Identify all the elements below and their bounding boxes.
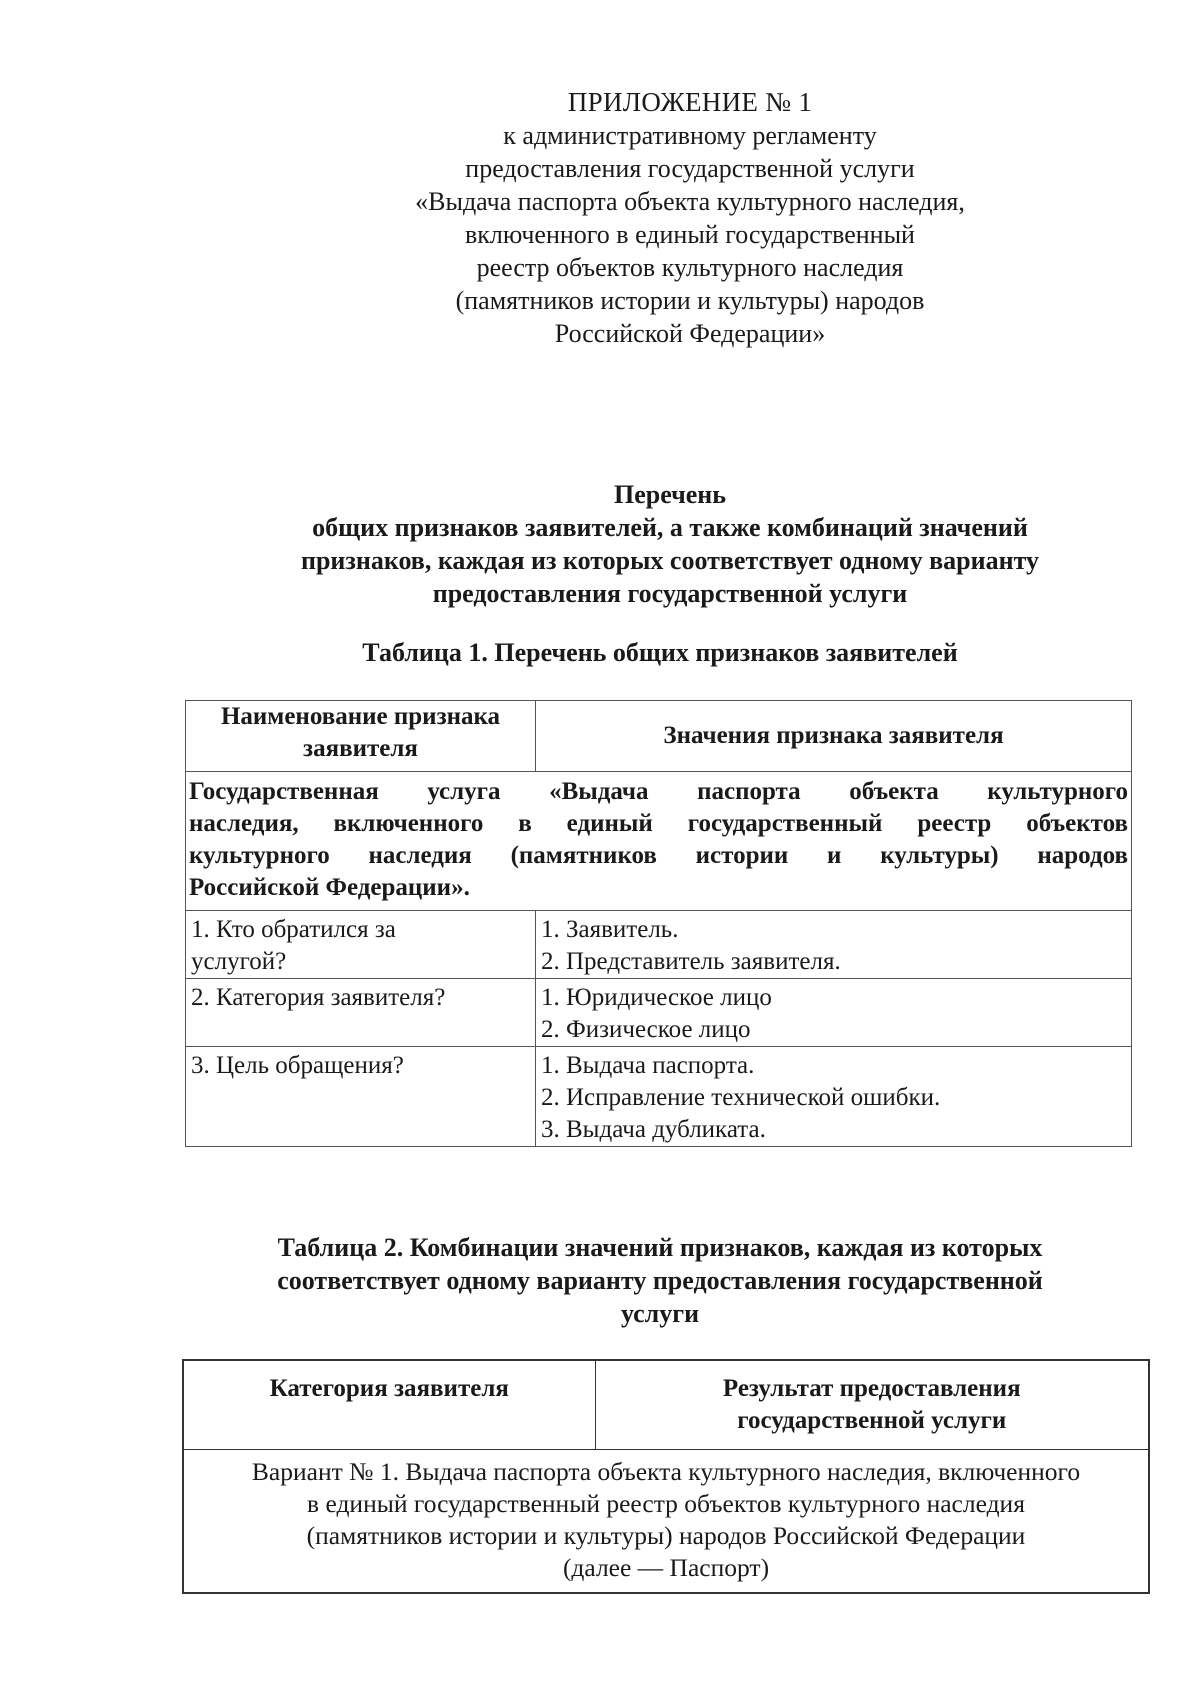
table-header-row	[183, 1360, 1149, 1450]
header-text: Результат предоставления	[722, 1375, 1021, 1402]
value-item: 2. Физическое лицо	[541, 1016, 751, 1043]
appendix-line: предоставления государственной услуги	[465, 154, 915, 183]
appendix-line: к административному регламенту	[503, 121, 877, 150]
service-name-line: Российской Федерации».	[189, 874, 470, 901]
attribute-question	[186, 979, 536, 1047]
table2-caption-line: Таблица 2. Комбинации значений признаков, каждая из которых	[277, 1233, 1043, 1262]
variant-line: (памятников истории и культуры) народов Российской Федерации	[306, 1521, 1026, 1550]
table2-caption-line: соответствует одному варианту предоставления государственной	[277, 1266, 1043, 1295]
service-name-line: наследия, включенного в единый государственный реестр объектов	[189, 810, 1128, 837]
appendix-line: «Выдача паспорта объекта культурного наследия,	[415, 187, 965, 216]
question-text: услугой?	[191, 948, 287, 975]
header-applicant-category	[183, 1360, 595, 1450]
heading-line: признаков, каждая из которых соответствует одному варианту	[300, 546, 1040, 575]
variant-line: (далее — Паспорт)	[562, 1553, 770, 1582]
header-service-result	[595, 1360, 1149, 1450]
question-text: 1. Кто обратился за	[191, 916, 396, 943]
variant-line: в единый государственный реестр объектов культурного наследия	[307, 1489, 1025, 1518]
variant-row	[183, 1450, 1149, 1594]
table1-caption-text: Таблица 1. Перечень общих признаков заявителей	[362, 638, 958, 667]
appendix-line: Российской Федерации»	[554, 319, 826, 348]
header-text: Категория заявителя	[269, 1375, 509, 1402]
table-row	[186, 911, 1132, 979]
value-item: 3. Выдача дубликата.	[541, 1116, 766, 1143]
attribute-values	[536, 911, 1132, 979]
table-row	[186, 1047, 1132, 1147]
attribute-question	[186, 1047, 536, 1147]
table-row	[186, 979, 1132, 1047]
attribute-question	[186, 911, 536, 979]
header-text: государственной услуги	[737, 1407, 1007, 1434]
applicant-attributes-table	[185, 700, 1132, 1147]
variant-line: Вариант № 1. Выдача паспорта объекта культурного наследия, включенного	[251, 1457, 1081, 1486]
service-name-cell	[186, 772, 1132, 911]
heading-line: общих признаков заявителей, а также комбинаций значений	[312, 513, 1028, 542]
table2-caption-line: услуги	[620, 1299, 700, 1328]
attribute-values	[536, 1047, 1132, 1147]
appendix-line: включенного в единый государственный	[465, 220, 915, 249]
table-header-row	[186, 701, 1132, 772]
value-item: 1. Заявитель.	[541, 916, 679, 943]
header-text: заявителя	[303, 735, 418, 762]
header-attribute-name	[186, 701, 536, 772]
header-text: Наименование признака	[220, 703, 501, 730]
table1-caption	[180, 636, 1140, 669]
value-item: 1. Юридическое лицо	[541, 984, 772, 1011]
appendix-header	[400, 86, 980, 350]
appendix-line: (памятников истории и культуры) народов	[455, 286, 925, 315]
header-text: Значения признака заявителя	[663, 722, 1004, 749]
variant-cell	[183, 1450, 1149, 1594]
attribute-values	[536, 979, 1132, 1047]
document-heading	[200, 478, 1140, 610]
question-text: 3. Цель обращения?	[191, 1052, 404, 1079]
value-item: 2. Исправление технической ошибки.	[541, 1084, 941, 1111]
question-text: 2. Категория заявителя?	[191, 984, 446, 1011]
service-name-line: Государственная услуга «Выдача паспорта объекта культурного	[189, 778, 1128, 805]
heading-title: Перечень	[613, 480, 727, 509]
service-name-row	[186, 772, 1132, 911]
header-attribute-values	[536, 701, 1132, 772]
attribute-combinations-table	[182, 1359, 1150, 1594]
service-name-line: культурного наследия (памятников истории и культуры) народов	[189, 842, 1128, 869]
appendix-line: реестр объектов культурного наследия	[476, 253, 904, 282]
heading-line: предоставления государственной услуги	[432, 579, 908, 608]
appendix-title: ПРИЛОЖЕНИЕ № 1	[567, 87, 813, 117]
value-item: 2. Представитель заявителя.	[541, 948, 841, 975]
value-item: 1. Выдача паспорта.	[541, 1052, 755, 1079]
table2-caption	[180, 1231, 1140, 1330]
